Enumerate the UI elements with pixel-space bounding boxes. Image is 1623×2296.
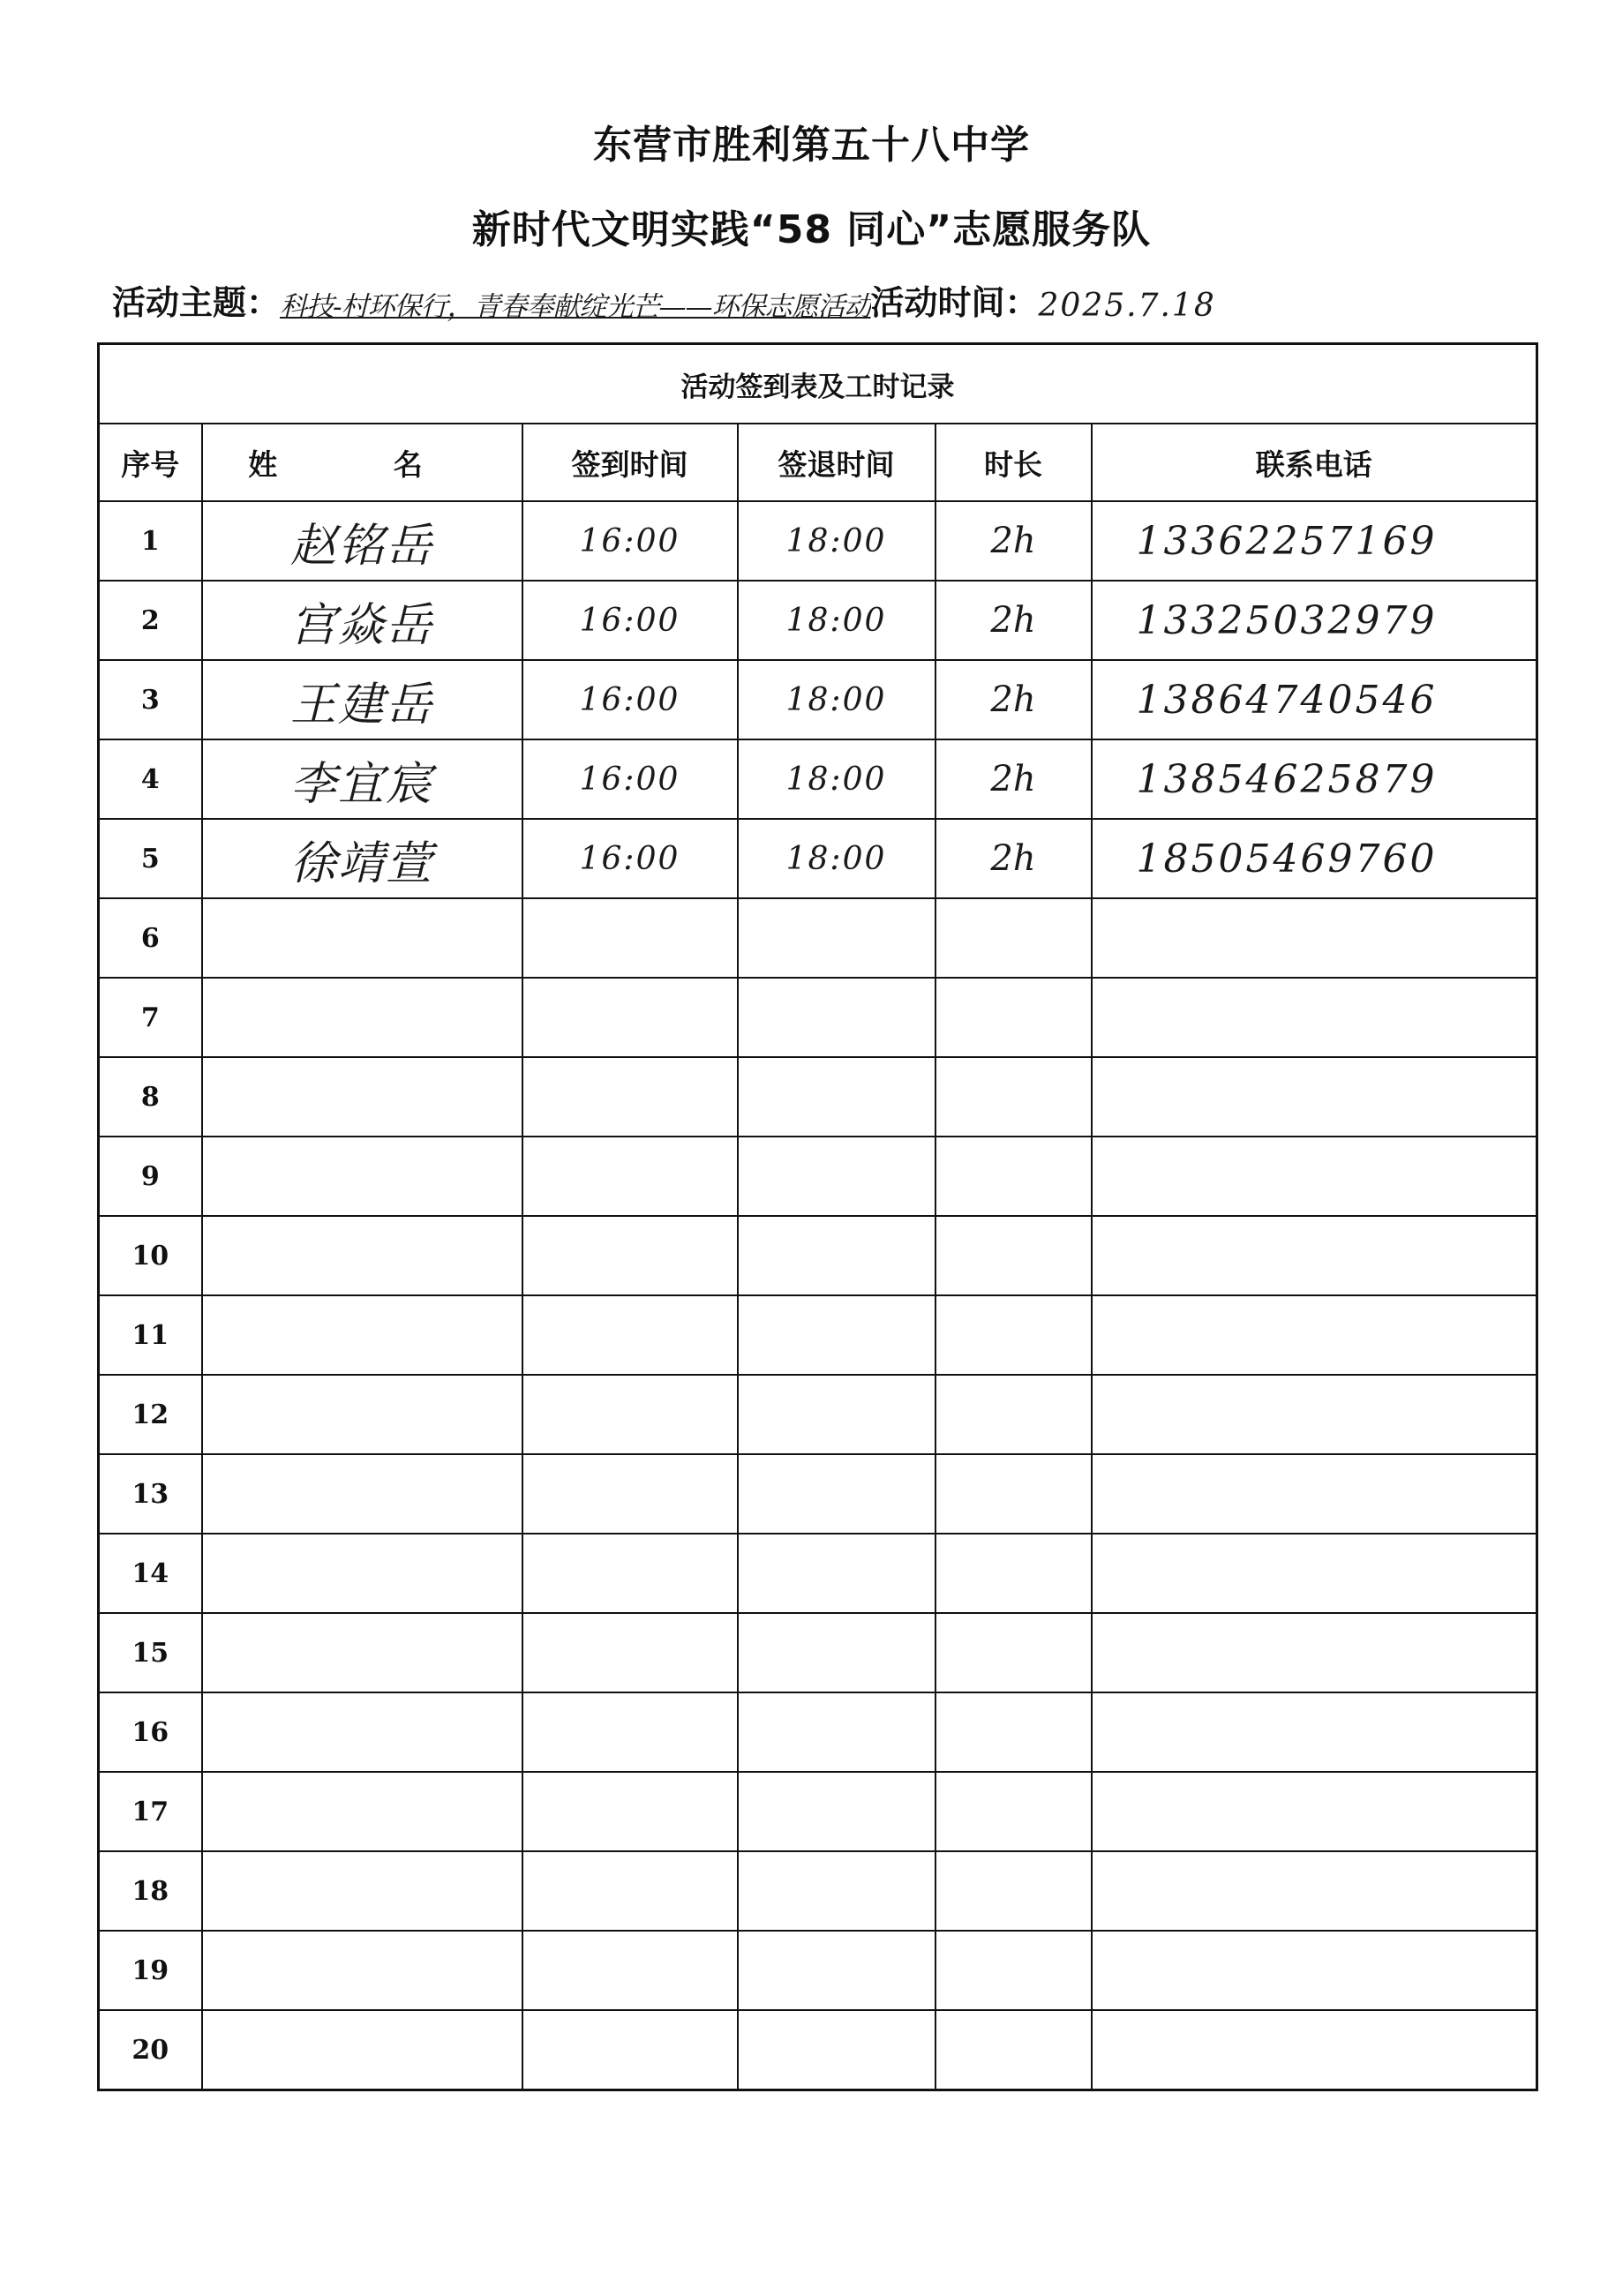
row-phone	[1092, 1772, 1537, 1851]
row-phone	[1092, 1057, 1537, 1137]
table-header-row	[99, 424, 1537, 501]
row-name	[202, 1931, 522, 2010]
row-seq: 3	[99, 660, 202, 739]
row-duration	[935, 898, 1092, 978]
col-header-duration: 时长	[935, 424, 1092, 501]
row-seq: 5	[99, 819, 202, 898]
row-seq: 6	[99, 898, 202, 978]
row-duration: 2h	[935, 739, 1092, 819]
row-duration: 2h	[935, 819, 1092, 898]
row-phone	[1092, 1216, 1537, 1295]
row-signin-time	[522, 1772, 738, 1851]
table-row	[99, 1692, 1537, 1772]
row-seq: 1	[99, 501, 202, 581]
row-signout-time: 18:00	[738, 581, 935, 660]
row-phone: 13362257169	[1092, 501, 1537, 581]
row-seq: 16	[99, 1692, 202, 1772]
row-name	[202, 978, 522, 1057]
time-value: 2025.7.18	[1038, 288, 1216, 324]
row-signout-time	[738, 1613, 935, 1692]
row-phone	[1092, 1137, 1537, 1216]
row-name	[202, 898, 522, 978]
row-phone	[1092, 1851, 1537, 1931]
row-seq: 18	[99, 1851, 202, 1931]
row-phone	[1092, 2010, 1537, 2090]
row-phone: 13325032979	[1092, 581, 1537, 660]
row-signout-time	[738, 1692, 935, 1772]
row-signin-time	[522, 1057, 738, 1137]
table-row	[99, 1931, 1537, 2010]
row-phone	[1092, 1454, 1537, 1534]
row-name	[202, 1692, 522, 1772]
row-signin-time	[522, 1931, 738, 2010]
row-duration: 2h	[935, 660, 1092, 739]
time-label: 活动时间：	[870, 283, 1039, 322]
table-row	[99, 1772, 1537, 1851]
row-signout-time	[738, 898, 935, 978]
row-signout-time: 18:00	[738, 501, 935, 581]
row-signin-time	[522, 1692, 738, 1772]
row-duration	[935, 2010, 1092, 2090]
row-signout-time	[738, 978, 935, 1057]
row-signout-time	[738, 1057, 935, 1137]
table-row	[99, 1295, 1537, 1375]
row-signin-time	[522, 1851, 738, 1931]
row-phone: 18505469760	[1092, 819, 1537, 898]
row-seq: 9	[99, 1137, 202, 1216]
table-body	[99, 501, 1537, 2090]
col-header-phone: 联系电话	[1092, 424, 1537, 501]
row-phone	[1092, 1534, 1537, 1613]
row-duration	[935, 978, 1092, 1057]
table-row	[99, 2010, 1537, 2090]
school-title: 东营市胜利第五十八中学	[593, 123, 1030, 168]
row-phone	[1092, 1613, 1537, 1692]
table-row	[99, 1534, 1537, 1613]
row-phone	[1092, 1375, 1537, 1454]
row-seq: 11	[99, 1295, 202, 1375]
row-seq: 19	[99, 1931, 202, 2010]
table-row	[99, 1375, 1537, 1454]
row-duration	[935, 1375, 1092, 1454]
row-signout-time	[738, 1851, 935, 1931]
row-signin-time	[522, 1216, 738, 1295]
row-duration	[935, 1454, 1092, 1534]
row-name	[202, 1851, 522, 1931]
table-row	[99, 660, 1537, 739]
row-signin-time: 16:00	[522, 501, 738, 581]
row-signout-time: 18:00	[738, 660, 935, 739]
row-duration	[935, 1057, 1092, 1137]
row-duration	[935, 1851, 1092, 1931]
row-name	[202, 1772, 522, 1851]
row-phone: 13854625879	[1092, 739, 1537, 819]
row-name	[202, 2010, 522, 2090]
row-name: 徐靖萱	[202, 819, 522, 898]
row-signout-time	[738, 1216, 935, 1295]
row-signout-time	[738, 2010, 935, 2090]
row-duration	[935, 1931, 1092, 2010]
table-row	[99, 581, 1537, 660]
row-signin-time: 16:00	[522, 819, 738, 898]
row-duration	[935, 1295, 1092, 1375]
row-signin-time	[522, 1534, 738, 1613]
row-seq: 8	[99, 1057, 202, 1137]
row-duration: 2h	[935, 581, 1092, 660]
activity-meta	[112, 275, 1533, 328]
row-signout-time	[738, 1295, 935, 1375]
table-row	[99, 819, 1537, 898]
row-duration	[935, 1534, 1092, 1613]
row-signout-time	[738, 1772, 935, 1851]
row-name	[202, 1454, 522, 1534]
row-duration: 2h	[935, 501, 1092, 581]
table-caption: 活动签到表及工时记录	[99, 344, 1537, 424]
row-signin-time: 16:00	[522, 581, 738, 660]
table-row	[99, 1851, 1537, 1931]
row-signin-time	[522, 1454, 738, 1534]
row-phone	[1092, 1692, 1537, 1772]
row-name: 王建岳	[202, 660, 522, 739]
row-seq: 4	[99, 739, 202, 819]
row-name	[202, 1216, 522, 1295]
row-phone	[1092, 1295, 1537, 1375]
row-signout-time	[738, 1454, 935, 1534]
table-row	[99, 1454, 1537, 1534]
row-name: 李宜宸	[202, 739, 522, 819]
theme-label: 活动主题：	[112, 283, 281, 322]
signin-table	[97, 342, 1538, 2091]
row-signin-time	[522, 1137, 738, 1216]
row-duration	[935, 1692, 1092, 1772]
row-name	[202, 1295, 522, 1375]
row-seq: 17	[99, 1772, 202, 1851]
table-row	[99, 898, 1537, 978]
row-name: 赵铭岳	[202, 501, 522, 581]
col-header-name: 姓 名	[202, 424, 522, 501]
table-caption-row	[99, 344, 1537, 424]
row-signin-time: 16:00	[522, 660, 738, 739]
row-signin-time	[522, 1295, 738, 1375]
row-signin-time	[522, 978, 738, 1057]
row-name	[202, 1057, 522, 1137]
theme-value: 科技-村环保行，青春奉献绽光芒——环保志愿活动	[280, 291, 871, 323]
row-duration	[935, 1216, 1092, 1295]
row-seq: 7	[99, 978, 202, 1057]
row-duration	[935, 1137, 1092, 1216]
table-row	[99, 1613, 1537, 1692]
row-seq: 20	[99, 2010, 202, 2090]
team-title: 新时代文明实践“58 同心”志愿服务队	[471, 207, 1152, 252]
row-signin-time	[522, 898, 738, 978]
row-duration	[935, 1613, 1092, 1692]
row-signout-time	[738, 1931, 935, 2010]
table-row	[99, 978, 1537, 1057]
row-signin-time: 16:00	[522, 739, 738, 819]
table-row	[99, 1057, 1537, 1137]
col-header-signout-time: 签退时间	[738, 424, 935, 501]
table-row	[99, 501, 1537, 581]
row-signout-time: 18:00	[738, 739, 935, 819]
row-seq: 10	[99, 1216, 202, 1295]
row-seq: 15	[99, 1613, 202, 1692]
table-row	[99, 1137, 1537, 1216]
row-signout-time	[738, 1534, 935, 1613]
row-seq: 2	[99, 581, 202, 660]
row-signout-time	[738, 1137, 935, 1216]
row-signout-time	[738, 1375, 935, 1454]
row-phone	[1092, 978, 1537, 1057]
table-row	[99, 1216, 1537, 1295]
row-seq: 13	[99, 1454, 202, 1534]
row-name	[202, 1613, 522, 1692]
row-phone	[1092, 898, 1537, 978]
row-phone	[1092, 1931, 1537, 2010]
row-seq: 12	[99, 1375, 202, 1454]
row-name	[202, 1137, 522, 1216]
col-header-signin-time: 签到时间	[522, 424, 738, 501]
row-name	[202, 1375, 522, 1454]
col-header-seq: 序号	[99, 424, 202, 501]
table-row	[99, 739, 1537, 819]
row-signout-time: 18:00	[738, 819, 935, 898]
row-signin-time	[522, 1613, 738, 1692]
row-duration	[935, 1772, 1092, 1851]
row-seq: 14	[99, 1534, 202, 1613]
row-phone: 13864740546	[1092, 660, 1537, 739]
row-name	[202, 1534, 522, 1613]
row-signin-time	[522, 2010, 738, 2090]
row-name: 宫焱岳	[202, 581, 522, 660]
row-signin-time	[522, 1375, 738, 1454]
